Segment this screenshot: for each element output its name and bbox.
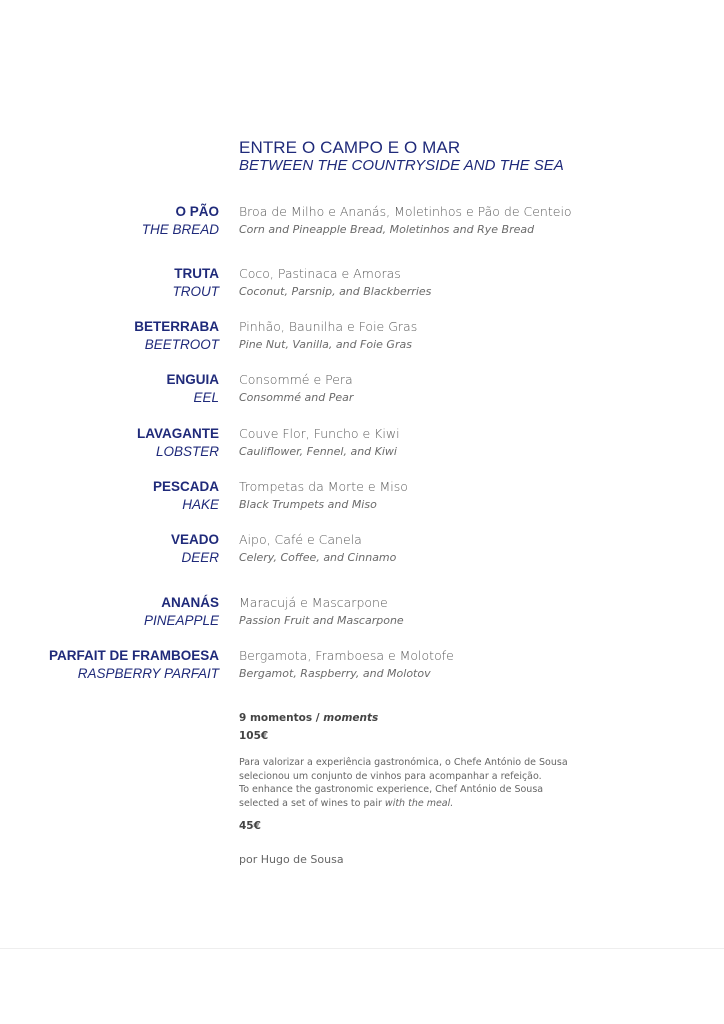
course-bread [0,203,724,243]
course-desc-en: Coconut, Parsnip, and Blackberries [239,285,432,298]
course-desc-en: Corn and Pineapple Bread, Moletinhos and Rye Bread [239,223,535,236]
course-name-en: LOBSTER [155,444,219,459]
course-desc-en: Black Trumpets and Miso [239,498,377,511]
wine-note-line [239,797,568,811]
menu-title-en: BETWEEN THE COUNTRYSIDE AND THE SEA [239,157,564,174]
course-desc-pt: Aipo, Café e Canela [239,532,362,547]
course-name-en: THE BREAD [141,222,219,237]
course-desc-en: Celery, Coffee, and Cinnamo [239,551,397,564]
wine-note-text-italic: with the meal. [384,797,454,809]
course-desc-pt: Maracujá e Mascarpone [239,595,388,610]
course-description [239,371,353,407]
course-name-pt: PESCADA [152,479,219,494]
wine-pairing-price: 45€ [239,820,261,832]
moments-en: moments [323,712,379,724]
course-lobster [0,425,724,465]
course-deer [0,531,724,571]
course-name-en: TROUT [172,284,219,299]
page-divider [0,948,724,949]
course-description [239,425,400,461]
course-desc-en: Cauliflower, Fennel, and Kiwi [239,445,397,458]
course-name-pt: BETERRABA [134,319,219,334]
course-desc-pt: Couve Flor, Funcho e Kiwi [239,426,400,441]
course-description [239,478,408,514]
course-name [142,203,219,239]
course-name-en: BEETROOT [144,337,219,352]
course-beetroot [0,318,724,358]
menu-price: 105€ [239,730,269,742]
course-name-pt: PARFAIT DE FRAMBOESA [48,648,219,663]
course-name-pt: LAVAGANTE [137,426,219,441]
course-name [171,531,219,567]
wine-pairing-note [239,756,568,810]
author-credit: por Hugo de Sousa [239,853,344,866]
course-desc-pt: Consommé e Pera [239,372,353,387]
course-name-pt: VEADO [170,532,219,547]
course-description [239,265,431,301]
course-desc-en: Bergamot, Raspberry, and Molotov [239,667,431,680]
course-name-en: RASPBERRY PARFAIT [77,666,219,681]
course-name-pt: ENGUIA [166,372,219,387]
course-hake [0,478,724,518]
course-name [49,647,219,683]
menu-footer [239,710,568,868]
course-name-pt: ANANÁS [161,595,219,610]
moments-count [239,710,568,726]
course-name [166,371,219,407]
course-desc-pt: Trompetas da Morte e Miso [239,479,408,494]
course-desc-pt: Bergamota, Framboesa e Molotofe [239,648,454,663]
wine-note-line: Para valorizar a experiência gastronómica, o Chefe António de Sousa [239,757,568,768]
moments-pt: 9 momentos / [239,712,320,724]
course-description [239,594,404,630]
wine-note-line: selecionou um conjunto de vinhos para acompanhar a refeição. [239,770,542,782]
course-name [137,425,219,461]
menu-title-pt: ENTRE O CAMPO E O MAR [239,138,461,157]
course-desc-pt: Pinhão, Baunilha e Foie Gras [239,319,418,334]
course-raspberry-parfait [0,647,724,687]
course-desc-en: Passion Fruit and Mascarpone [239,614,404,627]
course-trout [0,265,724,305]
course-desc-en: Consommé and Pear [239,391,354,404]
course-name-pt: TRUTA [174,266,219,281]
course-name [134,318,219,354]
course-desc-pt: Coco, Pastinaca e Amoras [239,266,401,281]
wine-note-line: To enhance the gastronomic experience, Chef António de Sousa [239,784,544,795]
course-description [239,531,396,567]
menu-title [239,138,564,175]
course-description [239,203,572,239]
course-description [239,647,454,683]
course-name-en: PINEAPPLE [143,613,219,628]
course-name [173,265,220,301]
course-name [153,478,219,514]
course-pineapple [0,594,724,634]
course-eel [0,371,724,411]
course-name [144,594,219,630]
course-desc-pt: Broa de Milho e Ananás, Moletinhos e Pão de Centeio [239,204,572,219]
course-name-en: EEL [193,390,219,405]
course-name-pt: O PÃO [175,204,219,219]
course-desc-en: Pine Nut, Vanilla, and Foie Gras [239,338,412,351]
course-name-en: DEER [181,550,219,565]
course-name-en: HAKE [182,497,219,512]
wine-note-text: selected a set of wines to pair [239,797,382,809]
course-description [239,318,417,354]
